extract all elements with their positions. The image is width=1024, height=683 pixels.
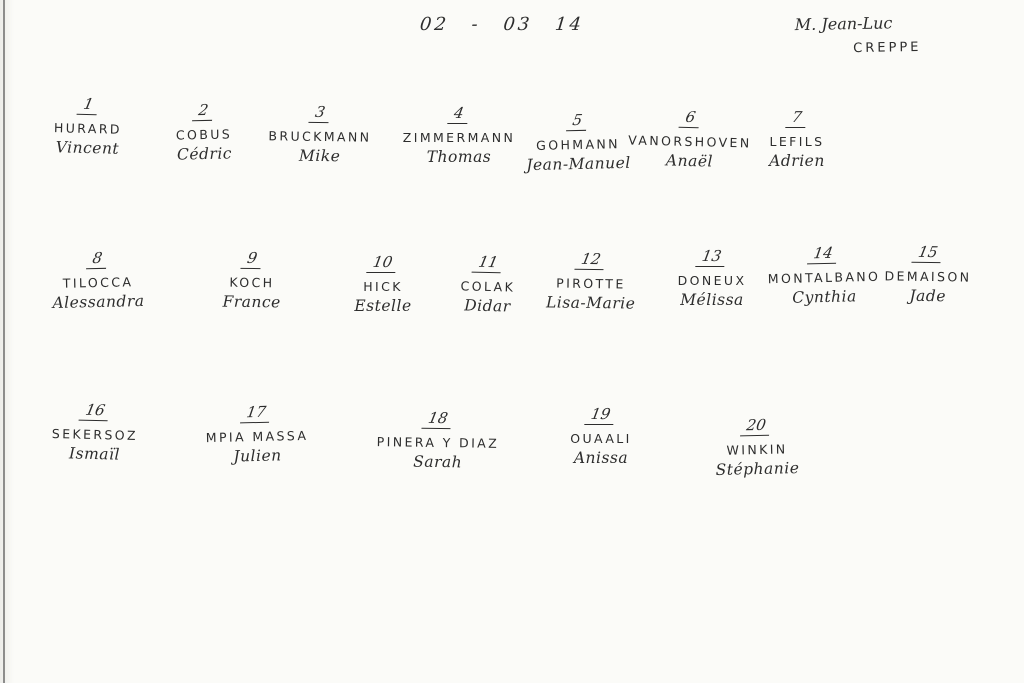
- seat-number: 19: [585, 405, 618, 425]
- seat-last-name: KOCH: [229, 274, 275, 291]
- seat-last-name: TILOCCA: [62, 274, 134, 291]
- seat-first-name: Adrien: [769, 152, 825, 170]
- seat-last-name: WINKIN: [726, 441, 788, 458]
- seat-7: [727, 107, 867, 170]
- seat-last-name: ZIMMERMANN: [402, 130, 516, 145]
- seat-first-name: Sarah: [413, 452, 463, 472]
- seat-first-name: Lisa-Marie: [545, 293, 636, 313]
- seat-first-name: Jean-Manuel: [526, 153, 631, 175]
- seat-number: 10: [367, 253, 400, 273]
- scan-edge-line: [3, 0, 5, 683]
- seat-last-name: DEMAISON: [884, 268, 972, 285]
- seat-number: 2: [192, 101, 215, 122]
- seat-number: 17: [240, 403, 272, 424]
- seat-first-name: Cynthia: [792, 287, 857, 307]
- seat-last-name: HURARD: [53, 120, 123, 137]
- seat-number: 8: [86, 249, 109, 270]
- seat-last-name: COBUS: [175, 126, 233, 143]
- seat-last-name: COLAK: [460, 278, 516, 295]
- seat-last-name: MONTALBANO: [767, 268, 881, 287]
- teacher-name-line1: M. Jean-Luc: [794, 13, 893, 35]
- seat-number: 1: [77, 95, 101, 115]
- seat-last-name: DONEUX: [677, 273, 747, 288]
- seat-last-name: OUAALI: [570, 431, 632, 446]
- teacher-name: [795, 13, 922, 57]
- seat-12: [521, 248, 662, 313]
- seat-first-name: Ismaïl: [68, 444, 121, 464]
- seat-number: 7: [785, 108, 808, 128]
- seat-first-name: Julien: [233, 446, 282, 466]
- seat-17: [186, 400, 327, 466]
- seat-last-name: GOHMANN: [536, 136, 621, 153]
- date-header: 02 - 03 14: [418, 14, 586, 35]
- seat-number: 6: [679, 108, 703, 128]
- seat-number: 15: [912, 243, 945, 263]
- seat-last-name: VANORSHOVEN: [628, 132, 752, 151]
- seat-number: 5: [566, 111, 589, 132]
- seat-first-name: Stéphanie: [715, 459, 800, 479]
- seat-first-name: Estelle: [354, 297, 412, 315]
- seat-last-name: LEFILS: [769, 134, 825, 149]
- seat-9: [182, 247, 323, 312]
- seat-number: 12: [575, 250, 608, 270]
- seat-20: [686, 413, 827, 479]
- seat-number: 20: [740, 416, 772, 437]
- seat-number: 18: [422, 409, 455, 429]
- seat-last-name: MPIA MASSA: [205, 427, 309, 446]
- seat-first-name: Alessandra: [52, 291, 145, 313]
- seat-first-name: Vincent: [55, 138, 120, 158]
- seat-last-name: PINERA Y DIAZ: [376, 434, 500, 451]
- seat-last-name: PIROTTE: [556, 275, 626, 292]
- teacher-name-line2: CREPPE: [853, 39, 922, 57]
- seat-16: [24, 398, 165, 464]
- seat-last-name: SEKERSOZ: [51, 425, 139, 444]
- seat-first-name: Jade: [909, 286, 947, 306]
- seat-first-name: Didar: [464, 296, 511, 316]
- seat-number: 9: [241, 249, 264, 269]
- seat-number: 3: [309, 103, 332, 123]
- seat-number: 4: [447, 104, 470, 124]
- seat-19: [531, 404, 671, 467]
- seat-first-name: Thomas: [426, 148, 492, 166]
- seat-3: [250, 101, 391, 166]
- seat-18: [368, 407, 509, 472]
- seat-number: 11: [472, 253, 505, 274]
- seat-number: 13: [696, 247, 729, 267]
- seat-first-name: Mike: [298, 146, 341, 166]
- seat-first-name: Anaël: [665, 151, 714, 171]
- seat-first-name: France: [222, 292, 281, 312]
- seat-number: 14: [807, 244, 839, 265]
- seat-15: [858, 241, 999, 306]
- seat-first-name: Mélissa: [680, 291, 744, 309]
- seat-last-name: BRUCKMANN: [268, 128, 372, 145]
- seat-first-name: Anissa: [573, 449, 629, 467]
- seat-number: 16: [79, 401, 112, 422]
- seat-last-name: HICK: [363, 279, 403, 294]
- seat-first-name: Cédric: [176, 144, 233, 164]
- seat-8: [27, 246, 168, 312]
